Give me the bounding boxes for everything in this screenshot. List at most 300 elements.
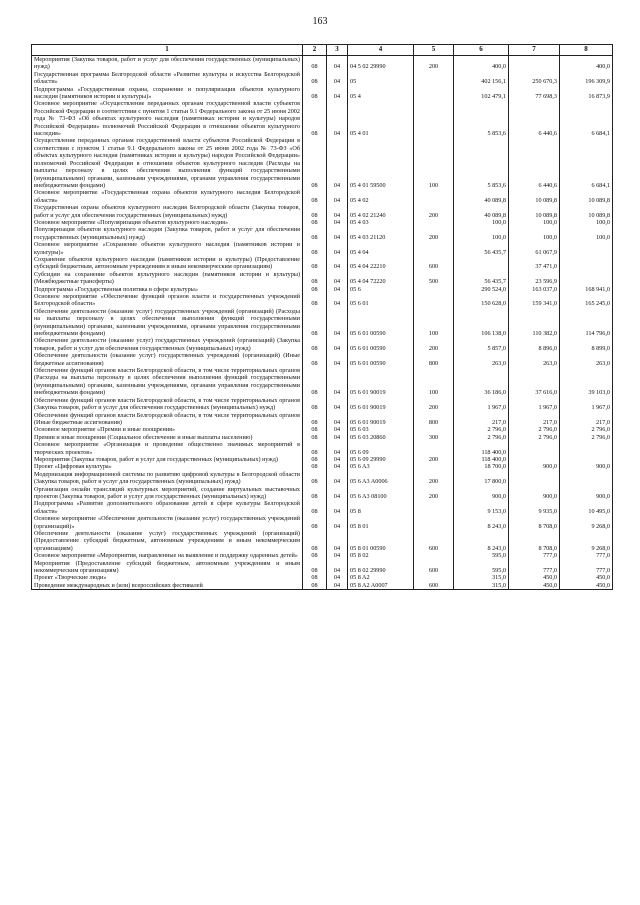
ministry-code: 08 [303, 530, 327, 552]
amount-year-3: 217,0 [560, 412, 613, 427]
ministry-code: 08 [303, 286, 327, 293]
amount-year-2 [509, 441, 560, 456]
amount-year-3: 10 089,8 [560, 189, 613, 204]
amount-year-2: 6 440,6 [509, 137, 560, 189]
amount-year-1: 118 400,0 [454, 456, 509, 463]
subsection-code: 04 [327, 486, 348, 501]
amount-year-1: 5 853,6 [454, 137, 509, 189]
amount-year-1: 100,0 [454, 219, 509, 226]
amount-year-2: 450,0 [509, 582, 560, 590]
line-item-name: Подпрограмма «Государственная охрана, сохранение и популяризация объектов культурного наследия (памятников истории и культуры)» [32, 86, 303, 101]
table-row [32, 100, 613, 137]
subsection-code: 04 [327, 204, 348, 219]
line-item-name: Проведение международных и (или) всероссийских фестивалей [32, 582, 303, 590]
subsection-code: 04 [327, 560, 348, 575]
target-item-code: 05 6 A3 [348, 463, 414, 470]
line-item-name: Обеспечение функций органов власти Белгородской области, в том числе территориальных органов (Иные бюджетные ассигнования) [32, 412, 303, 427]
expense-type-code [414, 241, 454, 256]
expense-type-code: 200 [414, 204, 454, 219]
target-item-code: 05 4 01 [348, 100, 414, 137]
table-row [32, 500, 613, 515]
amount-year-3: 9 268,0 [560, 515, 613, 530]
ministry-code: 08 [303, 367, 327, 397]
ministry-code: 08 [303, 71, 327, 86]
line-item-name: Организация онлайн трансляций культурных мероприятий, создание виртуальных выставочных проектов (Закупка товаров, работ и услуг для государственных (муниципальных) нужд) [32, 486, 303, 501]
column-header: 3 [327, 45, 348, 56]
amount-year-2: 250 670,3 [509, 71, 560, 86]
amount-year-3: 6 684,1 [560, 137, 613, 189]
amount-year-1: 150 628,0 [454, 293, 509, 308]
amount-year-2: 8 708,0 [509, 530, 560, 552]
amount-year-3: 100,0 [560, 226, 613, 241]
table-row [32, 71, 613, 86]
line-item-name: Основное мероприятие «Премии и иные поощрения» [32, 426, 303, 433]
amount-year-3: 16 873,9 [560, 86, 613, 101]
column-header: 8 [560, 45, 613, 56]
subsection-code: 04 [327, 226, 348, 241]
amount-year-2: 8 708,0 [509, 515, 560, 530]
target-item-code: 05 4 [348, 86, 414, 101]
target-item-code: 05 8 A2 [348, 574, 414, 581]
budget-table [31, 44, 613, 590]
subsection-code: 04 [327, 582, 348, 590]
amount-year-1: 36 186,0 [454, 367, 509, 397]
subsection-code: 04 [327, 397, 348, 412]
amount-year-2: 61 067,9 [509, 241, 560, 256]
ministry-code: 08 [303, 226, 327, 241]
expense-type-code: 800 [414, 412, 454, 427]
target-item-code: 05 8 01 [348, 515, 414, 530]
amount-year-3: 100,0 [560, 219, 613, 226]
table-row [32, 441, 613, 456]
table-row [32, 560, 613, 575]
target-item-code: 05 6 03 [348, 426, 414, 433]
subsection-code: 04 [327, 471, 348, 486]
ministry-code: 08 [303, 271, 327, 286]
ministry-code: 08 [303, 441, 327, 456]
ministry-code: 08 [303, 463, 327, 470]
table-body [32, 56, 613, 590]
subsection-code: 04 [327, 337, 348, 352]
subsection-code: 04 [327, 530, 348, 552]
table-row [32, 412, 613, 427]
amount-year-3: 39 103,0 [560, 367, 613, 397]
amount-year-3: 9 268,0 [560, 530, 613, 552]
expense-type-code [414, 441, 454, 456]
target-item-code: 05 4 02 21240 [348, 204, 414, 219]
amount-year-3: 196 309,9 [560, 71, 613, 86]
subsection-code: 04 [327, 367, 348, 397]
table-row [32, 226, 613, 241]
ministry-code: 08 [303, 293, 327, 308]
amount-year-2: 110 382,0 [509, 308, 560, 338]
amount-year-2: 37 471,0 [509, 256, 560, 271]
expense-type-code: 600 [414, 582, 454, 590]
amount-year-3 [560, 471, 613, 486]
line-item-name: Сохранение объектов культурного наследия (памятников истории и культуры) (Предоставление субсидий бюджетным, автономным учреждениям и иным некоммерческим организациям) [32, 256, 303, 271]
ministry-code: 08 [303, 337, 327, 352]
target-item-code: 04 5 02 29990 [348, 56, 414, 71]
expense-type-code [414, 293, 454, 308]
amount-year-2 [509, 456, 560, 463]
amount-year-1: 2 796,0 [454, 426, 509, 433]
target-item-code: 05 6 [348, 286, 414, 293]
table-row [32, 434, 613, 441]
ministry-code: 08 [303, 137, 327, 189]
table-row [32, 456, 613, 463]
amount-year-2: 23 596,9 [509, 271, 560, 286]
subsection-code: 04 [327, 352, 348, 367]
ministry-code: 08 [303, 241, 327, 256]
expense-type-code: 600 [414, 256, 454, 271]
line-item-name: Подпрограмма «Развитие дополнительного образования детей в сфере культуры Белгородской области» [32, 500, 303, 515]
column-header: 1 [32, 45, 303, 56]
table-row [32, 367, 613, 397]
target-item-code: 05 6 03 20860 [348, 434, 414, 441]
expense-type-code [414, 500, 454, 515]
ministry-code: 08 [303, 219, 327, 226]
target-item-code: 05 4 01 59500 [348, 137, 414, 189]
amount-year-2: 450,0 [509, 574, 560, 581]
amount-year-2: 777,0 [509, 560, 560, 575]
amount-year-2: 9 935,0 [509, 500, 560, 515]
ministry-code: 08 [303, 486, 327, 501]
amount-year-3: 10 495,0 [560, 500, 613, 515]
ministry-code: 08 [303, 308, 327, 338]
target-item-code: 05 4 03 [348, 219, 414, 226]
line-item-name: Популяризация объектов культурного наследия (Закупка товаров, работ и услуг для обеспечения государственных (муниципальных) нужд) [32, 226, 303, 241]
line-item-name: Проект «Творческие люди» [32, 574, 303, 581]
subsection-code: 04 [327, 241, 348, 256]
column-header: 7 [509, 45, 560, 56]
subsection-code: 04 [327, 286, 348, 293]
subsection-code: 04 [327, 412, 348, 427]
subsection-code: 04 [327, 434, 348, 441]
amount-year-3: 2 796,0 [560, 434, 613, 441]
expense-type-code: 200 [414, 471, 454, 486]
amount-year-2: 900,0 [509, 463, 560, 470]
ministry-code: 08 [303, 560, 327, 575]
line-item-name: Основное мероприятие «Обеспечение деятельности (оказание услуг) государственных учреждений (организаций)» [32, 515, 303, 530]
subsection-code: 04 [327, 293, 348, 308]
amount-year-1: 5 857,0 [454, 337, 509, 352]
ministry-code: 08 [303, 426, 327, 433]
line-item-name: Основное мероприятие «Сохранение объектов культурного наследия (памятников истории и культуры)» [32, 241, 303, 256]
amount-year-1: 102 479,1 [454, 86, 509, 101]
amount-year-2: 263,0 [509, 352, 560, 367]
table-row [32, 426, 613, 433]
amount-year-3: 1 967,0 [560, 397, 613, 412]
line-item-name: Обеспечение деятельности (оказание услуг) государственных учреждений (организаций) (Иные бюджетные ассигнования) [32, 352, 303, 367]
table-row [32, 189, 613, 204]
expense-type-code [414, 463, 454, 470]
table-row [32, 86, 613, 101]
amount-year-3: 777,0 [560, 560, 613, 575]
amount-year-2: 100,0 [509, 226, 560, 241]
amount-year-1: 595,0 [454, 552, 509, 559]
amount-year-1: 2 796,0 [454, 434, 509, 441]
amount-year-3: 6 684,1 [560, 100, 613, 137]
expense-type-code [414, 86, 454, 101]
ministry-code: 08 [303, 552, 327, 559]
target-item-code: 05 6 01 90019 [348, 412, 414, 427]
ministry-code: 08 [303, 352, 327, 367]
table-row [32, 137, 613, 189]
table-header-row [32, 45, 613, 56]
ministry-code: 08 [303, 100, 327, 137]
target-item-code: 05 8 A2 A0007 [348, 582, 414, 590]
expense-type-code: 100 [414, 367, 454, 397]
amount-year-1: 17 800,0 [454, 471, 509, 486]
column-header: 5 [414, 45, 454, 56]
subsection-code: 04 [327, 426, 348, 433]
table-row [32, 241, 613, 256]
target-item-code: 05 8 01 00590 [348, 530, 414, 552]
column-header: 4 [348, 45, 414, 56]
expense-type-code: 200 [414, 56, 454, 71]
ministry-code: 08 [303, 189, 327, 204]
amount-year-1: 56 435,7 [454, 271, 509, 286]
subsection-code: 04 [327, 256, 348, 271]
expense-type-code: 200 [414, 456, 454, 463]
expense-type-code: 200 [414, 337, 454, 352]
expense-type-code: 200 [414, 397, 454, 412]
target-item-code: 05 8 [348, 500, 414, 515]
table-row [32, 352, 613, 367]
target-item-code: 05 6 01 [348, 293, 414, 308]
table-row [32, 515, 613, 530]
ministry-code: 08 [303, 582, 327, 590]
amount-year-1: 315,0 [454, 582, 509, 590]
expense-type-code [414, 552, 454, 559]
expense-type-code: 800 [414, 352, 454, 367]
amount-year-3: 900,0 [560, 486, 613, 501]
target-item-code: 05 4 04 22210 [348, 256, 414, 271]
subsection-code: 04 [327, 500, 348, 515]
page-number: 163 [312, 16, 328, 27]
amount-year-3: 400,0 [560, 56, 613, 71]
target-item-code: 05 6 01 90019 [348, 397, 414, 412]
subsection-code: 04 [327, 463, 348, 470]
amount-year-1: 900,0 [454, 486, 509, 501]
expense-type-code: 300 [414, 434, 454, 441]
expense-type-code [414, 574, 454, 581]
expense-type-code [414, 71, 454, 86]
line-item-name: Обеспечение функций органов власти Белгородской области, в том числе территориальных органов (Закупка товаров, работ и услуг для обеспечения государственных (муниципальных) нужд) [32, 397, 303, 412]
line-item-name: Основное мероприятие «Популяризация объектов культурного наследия» [32, 219, 303, 226]
amount-year-3: 2 796,0 [560, 426, 613, 433]
amount-year-1: 290 524,0 [454, 286, 509, 293]
amount-year-2: 8 896,0 [509, 337, 560, 352]
expense-type-code [414, 100, 454, 137]
ministry-code: 08 [303, 86, 327, 101]
line-item-name: Подпрограмма «Государственная политика в сфере культуры» [32, 286, 303, 293]
expense-type-code: 100 [414, 137, 454, 189]
amount-year-1: 40 089,8 [454, 204, 509, 219]
table-row [32, 552, 613, 559]
expense-type-code [414, 286, 454, 293]
line-item-name: Премии и иные поощрения (Социальное обеспечение и иные выплаты населению) [32, 434, 303, 441]
table-row [32, 308, 613, 338]
line-item-name: Проект «Цифровая культура» [32, 463, 303, 470]
subsection-code: 04 [327, 56, 348, 71]
table-row [32, 337, 613, 352]
ministry-code: 08 [303, 500, 327, 515]
target-item-code: 05 6 09 29990 [348, 456, 414, 463]
amount-year-2: 10 089,8 [509, 189, 560, 204]
amount-year-3 [560, 241, 613, 256]
target-item-code: 05 6 01 00590 [348, 308, 414, 338]
amount-year-2: 100,0 [509, 219, 560, 226]
line-item-name: Мероприятия (Предоставление субсидий бюджетным, автономным учреждениям и иным некоммерческим организациям) [32, 560, 303, 575]
amount-year-2: 777,0 [509, 552, 560, 559]
amount-year-1: 402 156,1 [454, 71, 509, 86]
target-item-code: 05 6 09 [348, 441, 414, 456]
amount-year-2: 37 616,0 [509, 367, 560, 397]
expense-type-code [414, 219, 454, 226]
subsection-code: 04 [327, 574, 348, 581]
amount-year-3: 450,0 [560, 582, 613, 590]
amount-year-2: 900,0 [509, 486, 560, 501]
expense-type-code [414, 189, 454, 204]
amount-year-1: 1 967,0 [454, 397, 509, 412]
expense-type-code: 600 [414, 560, 454, 575]
amount-year-2: 2 796,0 [509, 434, 560, 441]
amount-year-1: 106 138,0 [454, 308, 509, 338]
amount-year-3: 10 089,8 [560, 204, 613, 219]
line-item-name: Государственная охрана объектов культурного наследия Белгородской области (Закупка товаров, работ и услуг для обеспечения государственных (муниципальных) нужд) [32, 204, 303, 219]
ministry-code: 08 [303, 434, 327, 441]
amount-year-1: 40 089,8 [454, 189, 509, 204]
column-header: 6 [454, 45, 509, 56]
amount-year-2: 77 698,3 [509, 86, 560, 101]
target-item-code: 05 [348, 71, 414, 86]
table-row [32, 293, 613, 308]
amount-year-2: 1 967,0 [509, 397, 560, 412]
amount-year-2: 163 037,0 [509, 286, 560, 293]
amount-year-1: 18 700,0 [454, 463, 509, 470]
subsection-code: 04 [327, 100, 348, 137]
amount-year-3: 777,0 [560, 552, 613, 559]
amount-year-3: 168 941,0 [560, 286, 613, 293]
line-item-name: Субсидии на сохранение объектов культурного наследия (памятников истории и культуры) (Межбюджетные трансферты) [32, 271, 303, 286]
target-item-code: 05 6 01 90019 [348, 367, 414, 397]
line-item-name: Обеспечение деятельности (оказание услуг) государственных учреждений (организаций) (Предоставление субсидий бюджетным, автономным учреждениям и иным некоммерческим организациям) [32, 530, 303, 552]
target-item-code: 05 6 01 00590 [348, 337, 414, 352]
line-item-name: Основное мероприятие «Мероприятия, направленные на выявление и поддержку одаренных детей» [32, 552, 303, 559]
amount-year-2: 6 440,6 [509, 100, 560, 137]
amount-year-2: 217,0 [509, 412, 560, 427]
ministry-code: 08 [303, 471, 327, 486]
amount-year-1: 8 243,0 [454, 530, 509, 552]
amount-year-3: 263,0 [560, 352, 613, 367]
amount-year-2: 2 796,0 [509, 426, 560, 433]
table-row [32, 397, 613, 412]
line-item-name: Обеспечение функций органов власти Белгородской области, в том числе территориальных органов (Расходы на выплаты персоналу в целях обеспечения выполнения функций государственными (муниципальными) органами, казенными учреждениями, органами управления государственными внебюджетными фондами) [32, 367, 303, 397]
subsection-code: 04 [327, 552, 348, 559]
line-item-name: Основное мероприятие «Осуществление переданных органам государственной власти субъектов Российской Федерации в соответствии с пунктом 1 статьи 9.1 Федерального закона от 25 июня 2002 года № 73-ФЗ «Об объектах культурного наследия (памятниках истории и культуры) народов Российской Федерации» полномочий Российской Федерации в отношении объектов культурного наследия» [32, 100, 303, 137]
subsection-code: 04 [327, 515, 348, 530]
amount-year-2: 10 089,8 [509, 204, 560, 219]
target-item-code: 05 4 04 [348, 241, 414, 256]
amount-year-2 [509, 471, 560, 486]
table-row [32, 219, 613, 226]
amount-year-3 [560, 456, 613, 463]
ministry-code: 08 [303, 456, 327, 463]
amount-year-3 [560, 441, 613, 456]
table-row [32, 256, 613, 271]
amount-year-1: 118 400,0 [454, 441, 509, 456]
amount-year-1: 595,0 [454, 560, 509, 575]
amount-year-3 [560, 271, 613, 286]
subsection-code: 04 [327, 441, 348, 456]
ministry-code: 08 [303, 574, 327, 581]
table-row [32, 582, 613, 590]
amount-year-1: 9 153,0 [454, 500, 509, 515]
amount-year-1: 315,0 [454, 574, 509, 581]
amount-year-1: 100,0 [454, 226, 509, 241]
amount-year-3: 8 899,0 [560, 337, 613, 352]
subsection-code: 04 [327, 189, 348, 204]
amount-year-1 [454, 256, 509, 271]
line-item-name: Обеспечение деятельности (оказание услуг) государственных учреждений (организаций) (Расходы на выплаты персоналу в целях обеспечения выполнения функций государственными (муниципальными) органами, казенными учреждениями, органами управления государственными внебюджетными фондами) [32, 308, 303, 338]
expense-type-code [414, 515, 454, 530]
line-item-name: Модернизация информационной системы по развитию цифровой культуры в Белгородской области (Закупка товаров, работ и услуг для государственных (муниципальных) нужд) [32, 471, 303, 486]
expense-type-code: 500 [414, 271, 454, 286]
expense-type-code: 100 [414, 308, 454, 338]
expense-type-code: 200 [414, 486, 454, 501]
target-item-code: 05 6 A3 A0006 [348, 471, 414, 486]
target-item-code: 05 6 A3 08100 [348, 486, 414, 501]
expense-type-code [414, 426, 454, 433]
subsection-code: 04 [327, 86, 348, 101]
subsection-code: 04 [327, 456, 348, 463]
line-item-name: Мероприятия (Закупка товаров, работ и услуг для обеспечения государственных (муниципальных) нужд) [32, 56, 303, 71]
table-row [32, 271, 613, 286]
amount-year-3: 900,0 [560, 463, 613, 470]
amount-year-3: 165 245,0 [560, 293, 613, 308]
amount-year-3 [560, 256, 613, 271]
amount-year-1: 263,0 [454, 352, 509, 367]
target-item-code: 05 4 02 [348, 189, 414, 204]
subsection-code: 04 [327, 71, 348, 86]
target-item-code: 05 4 04 72220 [348, 271, 414, 286]
amount-year-3: 114 796,0 [560, 308, 613, 338]
expense-type-code: 200 [414, 226, 454, 241]
line-item-name: Основное мероприятие «Организация и проведение общественно значимых мероприятий в творческих проектов» [32, 441, 303, 456]
expense-type-code: 600 [414, 530, 454, 552]
amount-year-2: 159 341,0 [509, 293, 560, 308]
column-header: 2 [303, 45, 327, 56]
target-item-code: 05 8 02 29990 [348, 560, 414, 575]
table-row [32, 471, 613, 486]
subsection-code: 04 [327, 137, 348, 189]
ministry-code: 08 [303, 204, 327, 219]
amount-year-3: 450,0 [560, 574, 613, 581]
table-row [32, 463, 613, 470]
ministry-code: 08 [303, 56, 327, 71]
line-item-name: Осуществление переданных органам государственной власти субъектов Российской Федерации в соответствии с пунктом 1 статьи 9.1 Федерального закона от 25 июня 2002 года № 73-ФЗ «Об объектах культурного наследия (памятниках истории и культуры) народов Российской Федерации» полномочий Российской Федерации в отношении объектов культурного наследия (Расходы на выплаты персоналу в целях обеспечения выполнения функций государственными (муниципальными) органами, казенными учреждениями, органами управления государственными внебюджетными фондами) [32, 137, 303, 189]
line-item-name: Обеспечение деятельности (оказание услуг) государственных учреждений (организаций) (Закупка товаров, работ и услуг для обеспечения государственных (муниципальных) нужд) [32, 337, 303, 352]
target-item-code: 05 4 03 21120 [348, 226, 414, 241]
target-item-code: 05 6 01 00590 [348, 352, 414, 367]
table-row [32, 530, 613, 552]
table-row [32, 286, 613, 293]
line-item-name: Мероприятия (Закупка товаров, работ и услуг для государственных (муниципальных) нужд) [32, 456, 303, 463]
amount-year-1: 217,0 [454, 412, 509, 427]
subsection-code: 04 [327, 271, 348, 286]
amount-year-1: 56 435,7 [454, 241, 509, 256]
